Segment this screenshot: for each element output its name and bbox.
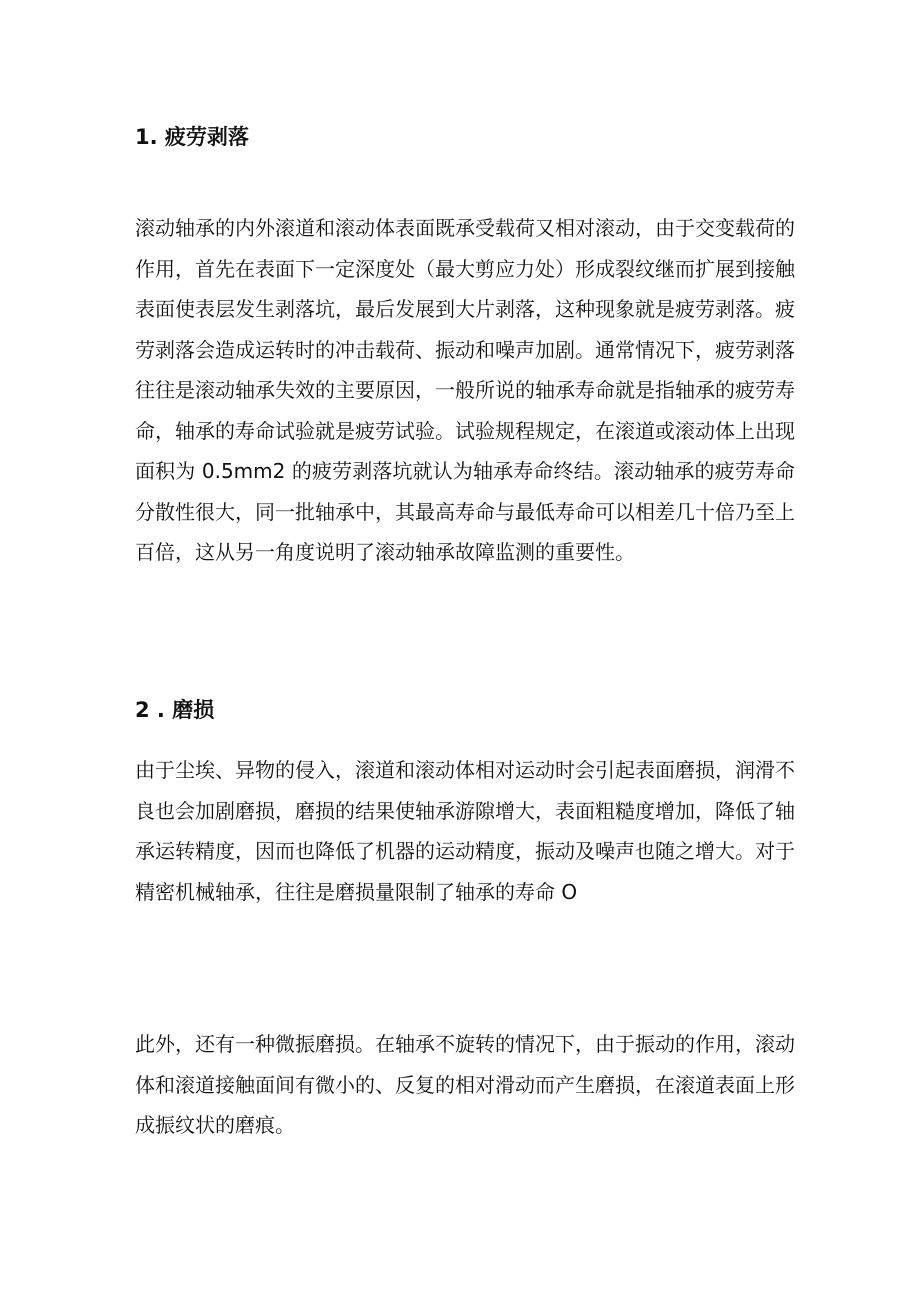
section-heading-fatigue-spalling: 1. 疲劳剥落 — [135, 125, 249, 149]
section-heading-wear: 2 . 磨损 — [135, 698, 215, 722]
paragraph-fretting-wear: 此外，还有一种微振磨损。在轴承不旋转的情况下，由于振动的作用，滚动体和滚道接触面间有微小的、反复的相对滑动而产生磨损，在滚道表面上形成振纹状的磨痕。 — [135, 1032, 795, 1137]
paragraph-fatigue-spalling: 滚动轴承的内外滚道和滚动体表面既承受载荷又相对滚动，由于交变载荷的作用，首先在表面下一定深度处（最大剪应力处）形成裂纹继而扩展到接触表面使表层发生剥落坑，最后发展到大片剥落，这种现象就是疲劳剥落。疲劳剥落会造成运转时的冲击载荷、振动和噪声加剧。通常情况下，疲劳剥落往往是滚动轴承失效的主要原因，一般所说的轴承寿命就是指轴承的疲劳寿命，轴承的寿命试验就是疲劳试验。试验规程规定，在滚道或滚动体上出现面积为 0.5mm2 的疲劳剥落坑就认为轴承寿命终结。滚动轴承的疲劳寿命分散性很大，同一批轴承中，其最高寿命与最低寿命可以相差几十倍乃至上百倍，这从另一角度说明了滚动轴承故障监测的重要性。 — [135, 216, 795, 564]
paragraph-wear: 由于尘埃、异物的侵入，滚道和滚动体相对运动时会引起表面磨损，润滑不良也会加剧磨损，磨损的结果使轴承游隙增大，表面粗糙度增加，降低了轴承运转精度，因而也降低了机器的运动精度，振动及噪声也随之增大。对于精密机械轴承，往往是磨损量限制了轴承的寿命 O — [135, 758, 795, 904]
